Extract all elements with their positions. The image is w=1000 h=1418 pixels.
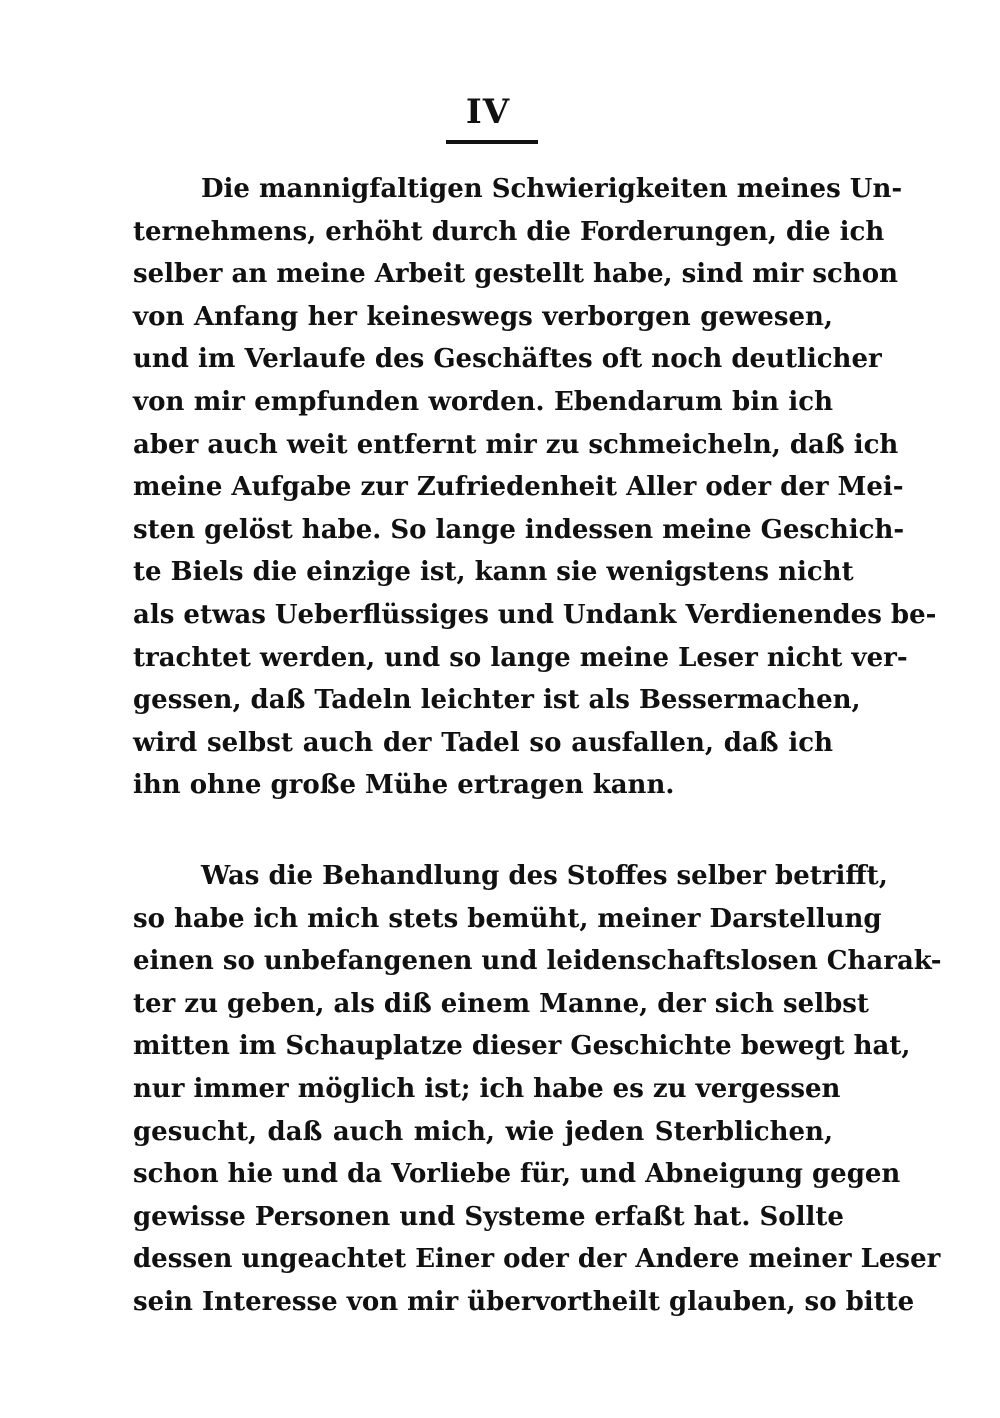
text-line: gessen, daß Tadeln leichter ist als Bessermachen, xyxy=(133,685,861,716)
text-line: einen so unbefangenen und leidenschaftslosen Charak- xyxy=(133,946,942,977)
text-line: von Anfang her keineswegs verborgen gewesen, xyxy=(133,301,833,332)
text-line: wird selbst auch der Tadel so ausfallen, daß ich xyxy=(133,727,833,758)
paragraph-1 xyxy=(133,168,937,807)
text-line: so habe ich mich stets bemüht, meiner Darstellung xyxy=(133,903,882,934)
page-number: IV xyxy=(465,92,511,132)
text-line: von mir empfunden worden. Ebendarum bin ich xyxy=(133,386,833,417)
text-line: als etwas Ueberflüssiges und Undank Verdienendes be- xyxy=(133,599,937,630)
header-rule xyxy=(446,140,538,144)
text-line: mitten im Schauplatze dieser Geschichte bewegt hat, xyxy=(133,1031,911,1062)
text-line: sein Interesse von mir übervortheilt glauben, so bitte xyxy=(133,1286,915,1317)
text-line: dessen ungeachtet Einer oder der Andere meiner Leser xyxy=(133,1244,941,1275)
text-line: schon hie und da Vorliebe für, und Abneigung gegen xyxy=(133,1159,901,1190)
text-line: sten gelöst habe. So lange indessen meine Geschich- xyxy=(133,514,905,545)
text-line: aber auch weit entfernt mir zu schmeicheln, daß ich xyxy=(133,429,899,460)
paragraph-2 xyxy=(133,855,942,1324)
text-line: meine Aufgabe zur Zufriedenheit Aller oder der Mei- xyxy=(133,472,904,503)
text-line: nur immer möglich ist; ich habe es zu vergessen xyxy=(133,1073,841,1104)
text-line: und im Verlaufe des Geschäftes oft noch deutlicher xyxy=(133,344,882,375)
text-line: ter zu geben, als diß einem Manne, der sich selbst xyxy=(133,988,869,1019)
text-line: Was die Behandlung des Stoffes selber betrifft, xyxy=(201,861,888,891)
text-line: te Biels die einzige ist, kann sie wenigstens nicht xyxy=(133,557,854,588)
text-line: trachtet werden, und so lange meine Leser nicht ver- xyxy=(133,642,908,673)
text-line: ihn ohne große Mühe ertragen kann. xyxy=(133,770,675,801)
text-line: ternehmens, erhöht durch die Forderungen, die ich xyxy=(133,216,885,247)
text-line: gesucht, daß auch mich, wie jeden Sterblichen, xyxy=(133,1116,833,1147)
text-line: selber an meine Arbeit gestellt habe, sind mir schon xyxy=(133,259,898,290)
text-line: Die mannigfaltigen Schwierigkeiten meines Un- xyxy=(201,174,903,204)
text-line: gewisse Personen und Systeme erfaßt hat. Sollte xyxy=(133,1201,844,1232)
